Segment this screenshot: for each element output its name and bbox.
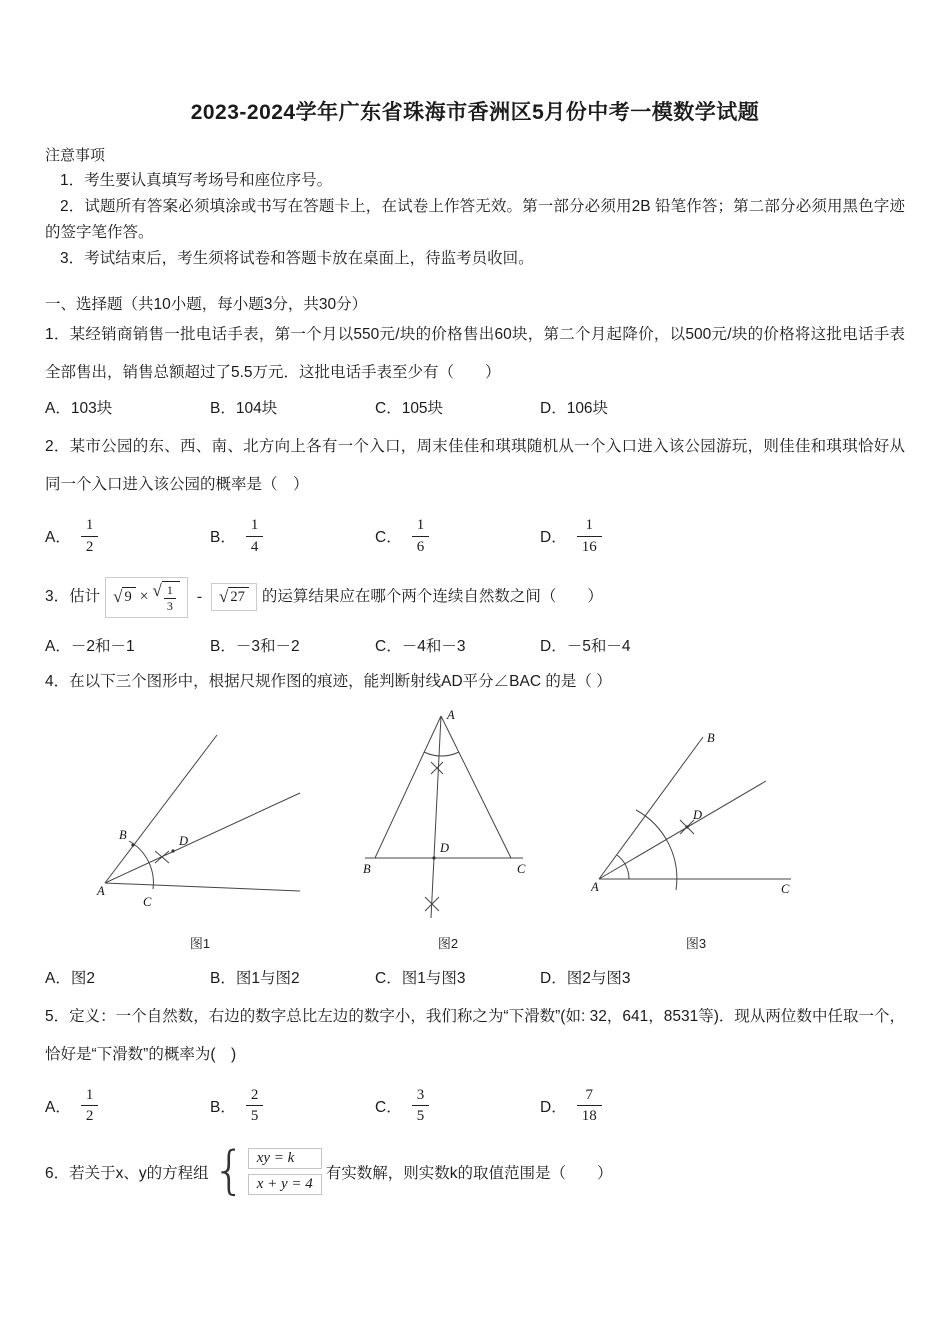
fig3-label-B: B	[707, 730, 715, 745]
figure-3	[591, 731, 801, 952]
minus-sign: -	[196, 588, 202, 605]
fraction: $\frac{1}{4}$	[246, 516, 264, 557]
fig2-label-D: D	[440, 840, 450, 855]
q3-expression-right	[211, 583, 257, 611]
q3-suffix: 的运算结果应在哪个两个连续自然数之间（ ）	[261, 588, 603, 605]
q4-option-c: C．图1与图3	[375, 969, 466, 987]
fraction: $\frac{3}{5}$	[412, 1086, 430, 1127]
figure-2	[363, 706, 533, 952]
figure-3-caption: 图3	[685, 935, 707, 951]
q2-option-b	[210, 516, 375, 557]
option-label: A．	[45, 1098, 71, 1116]
section-heading: 一、选择题（共10小题，每小题3分，共30分）	[45, 296, 368, 313]
fig1-label-D: D	[179, 833, 189, 848]
fraction: $\frac{1}{16}$	[577, 516, 602, 557]
sqrt-27: √ 27	[219, 587, 249, 607]
fig1-label-A: A	[97, 883, 105, 898]
q3-option-c: C．－4和－3	[375, 637, 466, 655]
figure-1	[95, 731, 305, 952]
figure-2-drawing	[363, 706, 533, 931]
fig3-label-D: D	[693, 807, 703, 822]
question-3-text	[45, 577, 905, 618]
question-5-options	[45, 1086, 905, 1127]
fraction: $\frac{1}{2}$	[81, 1086, 99, 1127]
question-2-options	[45, 516, 905, 557]
fig3-label-A: A	[591, 879, 599, 894]
fig2-label-A: A	[447, 707, 455, 722]
figure-2-caption: 图2	[437, 935, 459, 951]
figure-1-drawing	[95, 731, 305, 931]
sqrt-9: √ 9	[113, 587, 136, 607]
q4-option-b: B．图1与图2	[210, 969, 300, 987]
fig2-label-C: C	[517, 861, 526, 876]
q2-option-d	[540, 516, 602, 557]
option-label: C．	[375, 529, 402, 547]
q6-equation-system	[212, 1141, 322, 1202]
figure-1-caption: 图1	[189, 935, 211, 951]
brace-symbol: {	[212, 1141, 246, 1202]
question-4	[45, 666, 905, 988]
question-3	[45, 577, 905, 656]
option-label: D．	[540, 1098, 567, 1116]
figure-3-drawing	[591, 731, 801, 931]
question-4-options	[45, 966, 905, 988]
question-3-options	[45, 634, 905, 656]
q3-option-a: A．－2和－1	[45, 637, 135, 655]
notice-item-2: 2．试题所有答案必须填涂或书写在答题卡上，在试卷上作答无效。第一部分必须用2B 铅笔作答；第二部分必须用黑色字迹的签字笔作答。	[45, 198, 905, 241]
question-4-text: 4．在以下三个图形中，根据尺规作图的痕迹，能判断射线AD平分∠BAC 的是（ ）	[45, 672, 612, 690]
notice-section	[45, 144, 905, 272]
fraction: $\frac{7}{18}$	[577, 1086, 602, 1127]
fig3-label-C: C	[781, 881, 790, 896]
q4-option-d: D．图2与图3	[540, 969, 631, 987]
q3-option-b: B．－3和－2	[210, 637, 300, 655]
q5-option-a	[45, 1086, 210, 1127]
fraction: $\frac{1}{6}$	[412, 516, 430, 557]
exam-title: 2023-2024学年广东省珠海市香洲区5月份中考一模数学试题	[190, 101, 760, 124]
question-2-text: 2．某市公园的东、西、南、北方向上各有一个入口，周末佳佳和琪琪随机从一个入口进入该公园游玩，则佳佳和琪琪恰好从同一个入口进入该公园的概率是（ ）	[45, 438, 905, 493]
q3-prefix: 3．估计	[45, 588, 101, 605]
question-2	[45, 428, 905, 557]
question-1	[45, 316, 905, 418]
q6-prefix: 6．若关于x、y的方程组	[45, 1164, 209, 1182]
notice-item-1: 1．考生要认真填写考场号和座位序号。	[60, 172, 333, 189]
q4-option-a: A．图2	[45, 969, 95, 987]
times-sign: ×	[139, 588, 149, 605]
q6-equation-1: xy = k	[248, 1148, 322, 1169]
q6-equation-2: x + y = 4	[248, 1174, 322, 1195]
question-5-text: 5．定义：一个自然数，右边的数字总比左边的数字小，我们称之为“下滑数”(如: 32，641，8531等)．现从两位数中任取一个，恰好是“下滑数”的概率为( )	[45, 1007, 905, 1063]
q2-option-a	[45, 516, 210, 557]
question-1-text: 1．某经销商销售一批电话手表，第一个月以550元/块的价格售出60块，第二个月起降价，以500元/块的价格将这批电话手表全部售出，销售总额超过了5.5万元．这批电话手表至少有（ ）	[45, 326, 905, 381]
fig1-label-B: B	[119, 827, 127, 842]
question-5	[45, 998, 905, 1127]
q2-option-c	[375, 516, 540, 557]
q5-option-d	[540, 1086, 602, 1127]
option-label: D．	[540, 529, 567, 547]
notice-item-3: 3．考试结束后，考生须将试卷和答题卡放在桌面上，待监考员收回。	[60, 250, 534, 267]
option-label: A．	[45, 529, 71, 547]
option-label: C．	[375, 1098, 402, 1116]
q1-option-b: B．104块	[210, 400, 278, 417]
fig2-label-B: B	[363, 861, 371, 876]
fig1-label-C: C	[143, 894, 152, 909]
q6-suffix: 有实数解，则实数k的取值范围是（ ）	[325, 1164, 613, 1182]
q1-option-c: C．105块	[375, 400, 444, 417]
notice-heading: 注意事项	[45, 147, 106, 164]
fraction: $\frac{1}{2}$	[81, 516, 99, 557]
question-4-figures	[95, 706, 905, 952]
q5-option-c	[375, 1086, 540, 1127]
q3-expression-left	[105, 577, 188, 618]
q3-option-d: D．－5和－4	[540, 637, 631, 655]
q1-option-a: A．103块	[45, 400, 113, 417]
option-label: B．	[210, 529, 236, 547]
sqrt-one-third: √ $\frac{1}{3}$	[152, 581, 179, 614]
question-6	[45, 1141, 905, 1202]
option-label: B．	[210, 1098, 236, 1116]
question-1-options	[45, 396, 905, 418]
fraction: $\frac{2}{5}$	[246, 1086, 264, 1127]
q5-option-b	[210, 1086, 375, 1127]
q1-option-d: D．106块	[540, 400, 609, 417]
